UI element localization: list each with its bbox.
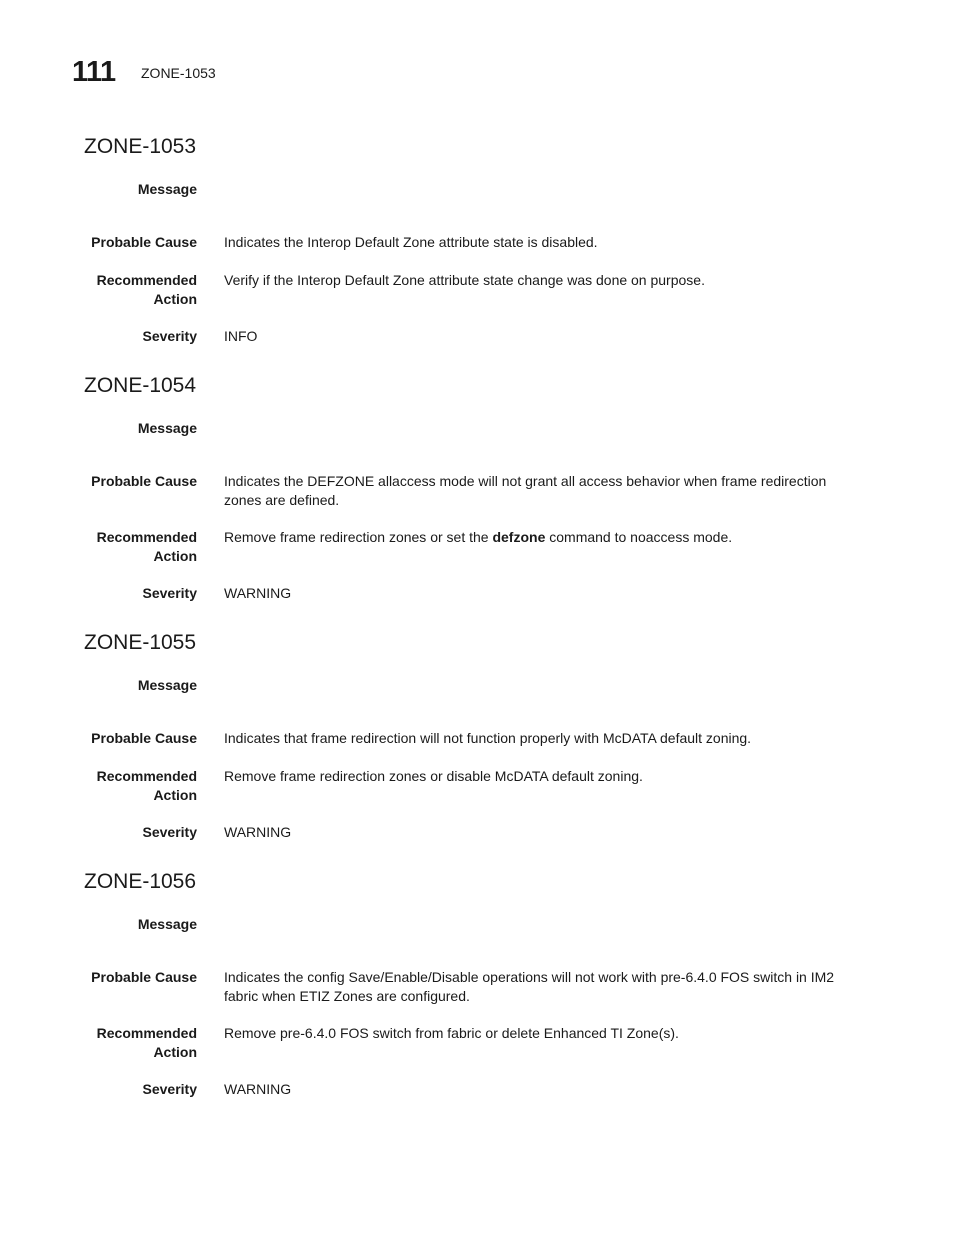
probable-cause-line: Indicates the config Save/Enable/Disable operations will not work with pre-6.4.0 FOS switch in IM2 [224,969,835,985]
recommended-action-text [224,528,884,547]
recommended-action-text: Remove frame redirection zones or disable McDATA default zoning. [224,768,643,784]
action-label-line: Action [153,1044,197,1060]
section-title: ZONE-1056 [84,870,197,893]
command-name: defzone [492,529,546,545]
recommended-label-line: Recommended [96,768,197,784]
severity-value: WARNING [224,824,292,840]
probable-cause-text [224,968,884,1006]
recommended-action-label [57,1024,197,1062]
severity-label: Severity [142,824,197,840]
probable-cause-line: zones are defined. [224,492,340,508]
section-title: ZONE-1054 [84,374,197,397]
recommended-action-text: Verify if the Interop Default Zone attribute state change was done on purpose. [224,272,705,288]
recommended-label-line: Recommended [96,1025,197,1041]
probable-cause-text: Indicates that frame redirection will not function properly with McDATA default zoning. [224,730,752,746]
probable-cause-label: Probable Cause [91,969,197,985]
action-label-line: Action [153,787,197,803]
message-label: Message [137,181,197,197]
severity-value: WARNING [224,1081,292,1097]
severity-label: Severity [142,1081,197,1097]
severity-label: Severity [142,585,197,601]
recommended-label-line: Recommended [96,529,197,545]
recommended-action-text: Remove pre-6.4.0 FOS switch from fabric or delete Enhanced TI Zone(s). [224,1025,679,1041]
section-title: ZONE-1053 [84,135,197,158]
recommended-action-label [57,528,197,566]
recommended-label-line: Recommended [96,272,197,288]
probable-cause-label: Probable Cause [91,730,197,746]
recommended-action-text-post: command to noaccess mode. [545,529,733,545]
message-label: Message [137,916,197,932]
probable-cause-text: Indicates the Interop Default Zone attribute state is disabled. [224,234,598,250]
probable-cause-label: Probable Cause [91,234,197,250]
probable-cause-text [224,472,884,510]
severity-value: WARNING [224,585,292,601]
probable-cause-line: Indicates the DEFZONE allaccess mode will not grant all access behavior when frame redirection [224,473,827,489]
recommended-action-label [57,271,197,309]
probable-cause-line: fabric when ETIZ Zones are configured. [224,988,470,1004]
section-title: ZONE-1055 [84,631,197,654]
recommended-action-label [57,767,197,805]
severity-value: INFO [224,328,258,344]
message-label: Message [137,420,197,436]
recommended-action-text-pre: Remove frame redirection zones or set the [224,529,493,545]
page-number: 111 [72,56,116,88]
message-label: Message [137,677,197,693]
severity-label: Severity [142,328,197,344]
action-label-line: Action [153,548,197,564]
action-label-line: Action [153,291,197,307]
probable-cause-label: Probable Cause [91,473,197,489]
running-head: ZONE-1053 [141,65,216,81]
